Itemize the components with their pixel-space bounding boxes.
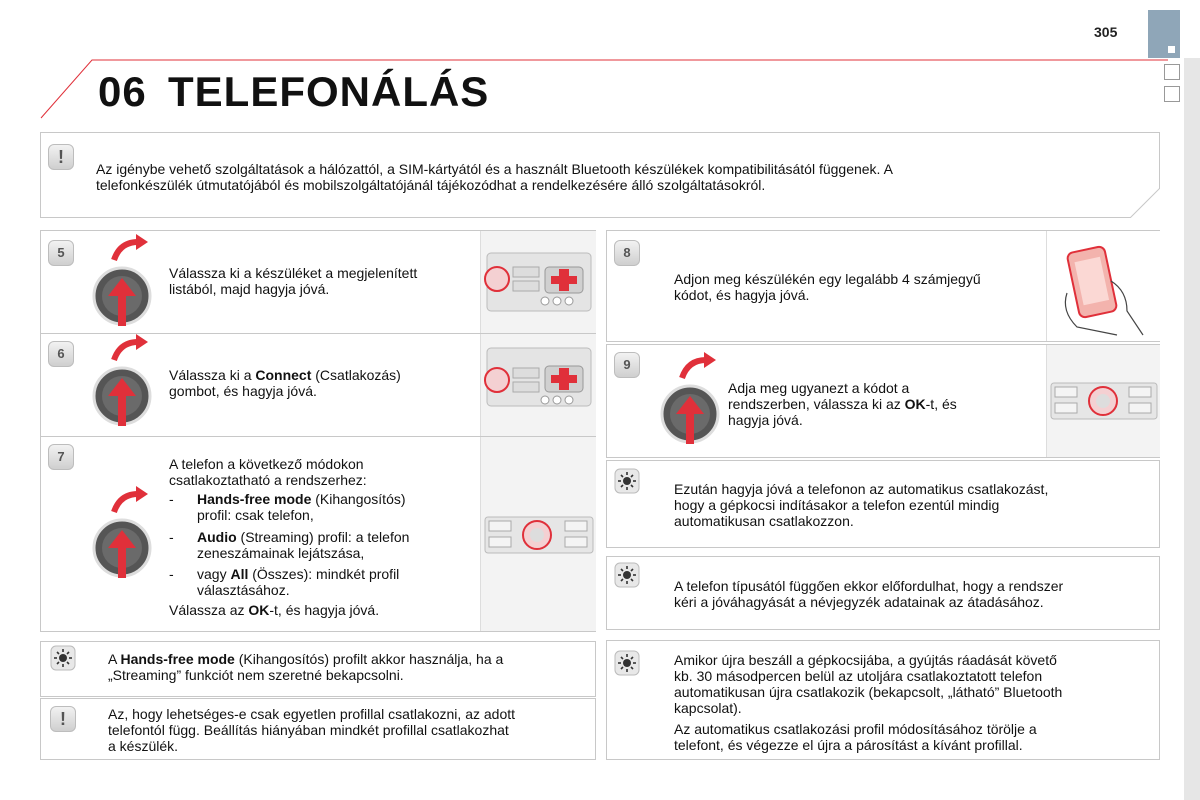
- step-text: gombot, és hagyja jóvá.: [169, 383, 317, 399]
- radio-panel-image: [480, 231, 596, 333]
- knob-press-icon: [88, 234, 158, 330]
- exclamation-icon: !: [48, 144, 74, 170]
- tip-text: Az automatikus csatlakozási profil módosításához törölje a: [674, 721, 1037, 737]
- sun-tip-icon: [614, 468, 640, 494]
- step-text: rendszerben, válassza ki az OK-t, és: [728, 396, 957, 412]
- step-text: kódot, és hagyja jóvá.: [674, 287, 810, 303]
- tip-text: kapcsolat).: [674, 700, 742, 716]
- bullet-item: - Audio (Streaming) profil: a telefon: [169, 529, 410, 545]
- note-line: Az igénybe vehető szolgáltatások a hálózattól, a SIM-kártyától és a használt Bluetooth készülékek kompatibilitásától függenek. A: [96, 161, 893, 177]
- bullet-item-cont: zeneszámainak lejátszása,: [197, 545, 365, 561]
- tip-text: kb. 30 másodpercen belül az utoljára csatlakoztatott telefon: [674, 668, 1043, 684]
- tip-text: kéri a jóváhagyását a névjegyzék adatainak az átadásához.: [674, 594, 1044, 610]
- chapter-title: TELEFONÁLÁS: [168, 68, 490, 115]
- knob-press-icon: [88, 334, 158, 430]
- tip-text: automatikusan újra csatlakozik (bekapcsolt, „látható” Bluetooth: [674, 684, 1063, 700]
- step-text: A telefon a következő módokon: [169, 456, 364, 472]
- step-badge: 8: [614, 240, 640, 266]
- step-text: Válassza ki a készüléket a megjelenített: [169, 265, 418, 281]
- tip-text: hogy a gépkocsi indításakor a telefon ezentúl mindig: [674, 497, 1000, 513]
- step-badge: 9: [614, 352, 640, 378]
- bullet-item: - vagy All (Összes): mindkét profil: [169, 566, 400, 582]
- page-number: 305: [1094, 24, 1118, 40]
- knob-press-icon: [88, 486, 158, 582]
- step-badge: 6: [48, 341, 74, 367]
- step-text: csatlakoztatható a rendszerhez:: [169, 472, 367, 488]
- step-badge: 5: [48, 240, 74, 266]
- warning-text: Az, hogy lehetséges-e csak egyetlen profillal csatlakozni, az adott: [108, 706, 516, 722]
- panel-corner: [1130, 188, 1160, 218]
- tip-text: Amikor újra beszáll a gépkocsijába, a gyújtás ráadását követő: [674, 652, 1057, 668]
- step-text: Adja meg ugyanezt a kódot a: [728, 380, 910, 396]
- tip-text: automatikusan csatlakozzon.: [674, 513, 854, 529]
- warning-text: telefontól függ. Beállítás hiányában mindkét profillal csatlakozhat: [108, 722, 509, 738]
- chapter-tab: [1148, 10, 1180, 58]
- sun-tip-icon: [50, 645, 76, 671]
- warning-text: a készülék.: [108, 738, 179, 754]
- step-text: listából, majd hagyja jóvá.: [169, 281, 330, 297]
- exclamation-icon: !: [50, 706, 76, 732]
- bullet-item-cont: választásához.: [197, 582, 290, 598]
- chapter-number: 06: [98, 68, 147, 115]
- step-text: Adjon meg készülékén egy legalább 4 számjegyű: [674, 271, 981, 287]
- tip-text: „Streaming” funkciót nem szeretné bekapcsolni.: [108, 667, 404, 683]
- phone-image: [1046, 231, 1160, 341]
- radio-panel-image: [1046, 345, 1160, 457]
- radio-panel-image: [480, 437, 596, 631]
- side-scroll-bar: [1184, 58, 1200, 800]
- note-line: telefonkészülék útmutatójából és mobilszolgáltatójánál tájékozódhat a rendelkezésére álló szolgáltatásokról.: [96, 177, 766, 193]
- tip-text: telefont, és végezze el újra a párosítást a kívánt profillal.: [674, 737, 1023, 753]
- sun-tip-icon: [614, 650, 640, 676]
- tip-text: A telefon típusától függően ekkor előfordulhat, hogy a rendszer: [674, 578, 1064, 594]
- tab-marker: [1168, 46, 1175, 53]
- knob-press-icon: [656, 352, 726, 448]
- step-badge: 7: [48, 444, 74, 470]
- radio-panel-image: [480, 334, 596, 436]
- bullet-item-cont: profil: csak telefon,: [197, 507, 314, 523]
- sun-tip-icon: [614, 562, 640, 588]
- step-text: Válassza az OK-t, és hagyja jóvá.: [169, 602, 380, 618]
- step-text: Válassza ki a Connect (Csatlakozás): [169, 367, 401, 383]
- tip-text: A Hands-free mode (Kihangosítós) profilt akkor használja, ha a: [108, 651, 504, 667]
- bullet-item: - Hands-free mode (Kihangosítós): [169, 491, 406, 507]
- tip-text: Ezután hagyja jóvá a telefonon az automatikus csatlakozást,: [674, 481, 1049, 497]
- step-text: hagyja jóvá.: [728, 412, 803, 428]
